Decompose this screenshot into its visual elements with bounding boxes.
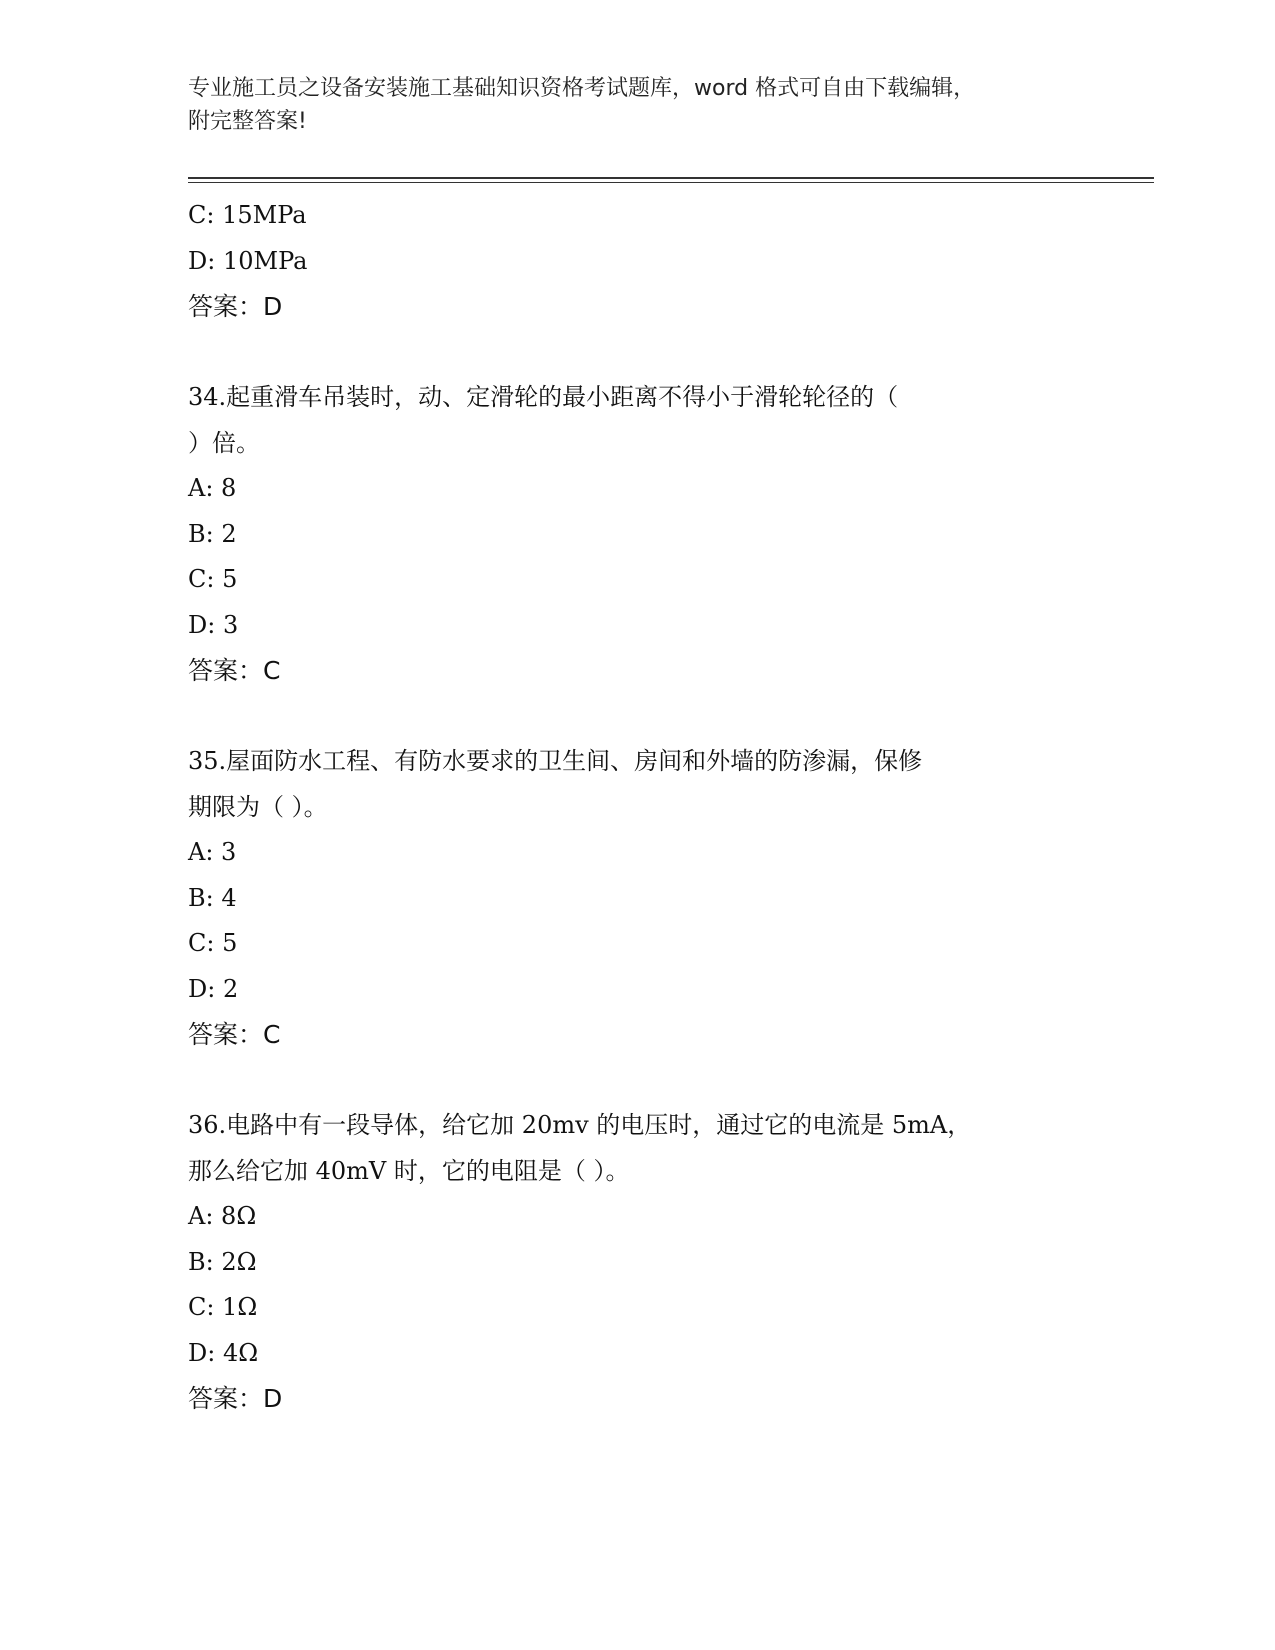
answer-label: 答案：C [188, 656, 281, 685]
option-d: D: 4Ω [188, 1338, 259, 1367]
option-c: C: 15MPa [188, 201, 307, 229]
question-34-stem-line-2: ）倍。 [188, 428, 260, 457]
option-b: B: 2 [188, 519, 237, 548]
option-b: B: 2Ω [188, 1247, 257, 1276]
option-d: D: 2 [188, 974, 239, 1003]
option-d: D: 10MPa [188, 246, 308, 275]
spacer [188, 694, 1088, 740]
answer-label: 答案：D [188, 292, 283, 321]
answer-label: 答案：D [188, 1384, 283, 1413]
option-a: A: 8 [188, 474, 237, 502]
option-b: B: 4 [188, 883, 237, 912]
option-c: C: 5 [188, 565, 238, 593]
header-title-line-2: 附完整答案! [188, 109, 307, 134]
question-34-stem-line-1: 34.起重滑车吊装时，动、定滑轮的最小距离不得小于滑轮轮径的（ [188, 383, 899, 411]
header-title-line-1: 专业施工员之设备安装施工基础知识资格考试题库，word 格式可自由下载编辑， [188, 76, 976, 101]
question-list [188, 193, 1088, 1422]
question-36-stem-line-2: 那么给它加 40mV 时，它的电阻是（ ）。 [188, 1156, 630, 1185]
question-36-stem-line-1: 36.电路中有一段导体，给它加 20mv 的电压时，通过它的电流是 5mA， [188, 1111, 972, 1139]
option-c: C: 1Ω [188, 1293, 258, 1321]
question-35-stem-line-2: 期限为（ ）。 [188, 792, 328, 821]
spacer [188, 330, 1088, 376]
document-header [188, 72, 1068, 138]
answer-label: 答案：C [188, 1020, 281, 1049]
header-rule-thick [188, 177, 1154, 179]
option-c: C: 5 [188, 929, 238, 957]
option-d: D: 3 [188, 610, 239, 639]
option-a: A: 8Ω [188, 1202, 257, 1230]
spacer [188, 1058, 1088, 1104]
header-rule-thin [188, 182, 1154, 183]
question-35-stem-line-1: 35.屋面防水工程、有防水要求的卫生间、房间和外墙的防渗漏，保修 [188, 747, 923, 775]
option-a: A: 3 [188, 838, 237, 866]
